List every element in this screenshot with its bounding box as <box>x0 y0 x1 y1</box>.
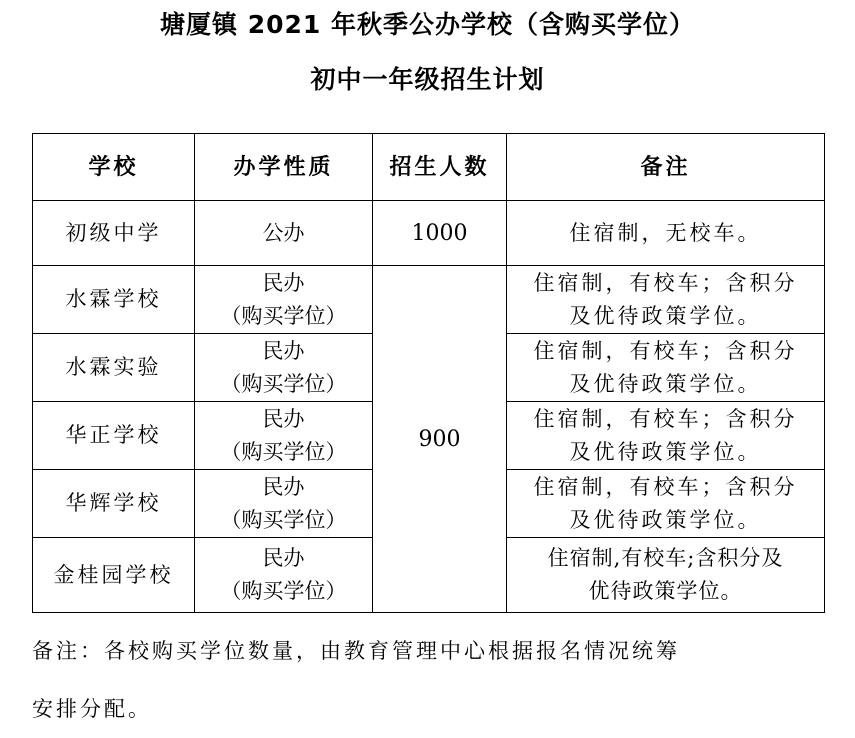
school-remarks <box>507 470 825 538</box>
school-name: 华正学校 <box>33 402 195 470</box>
footnote-line: 安排分配。 <box>32 697 152 721</box>
nature-type: 民办 <box>262 270 305 295</box>
remarks-line: 及优待政策学位。 <box>569 507 762 532</box>
nature-detail: （购买学位） <box>220 439 347 464</box>
remarks-line: 住宿制，有校车；含积分 <box>533 474 798 499</box>
nature-detail: （购买学位） <box>220 507 347 532</box>
nature-type: 民办 <box>262 406 305 431</box>
header-enrollment: 招生人数 <box>373 134 507 201</box>
remarks-line: 及优待政策学位。 <box>569 303 762 328</box>
school-name: 金桂园学校 <box>33 538 195 613</box>
school-nature <box>195 334 373 402</box>
remarks-line: 住宿制，无校车。 <box>569 220 762 245</box>
page-title: 塘厦镇 2021 年秋季公办学校（含购买学位） <box>160 10 695 39</box>
table-row <box>33 201 825 266</box>
remarks-line: 住宿制，有校车；含积分 <box>533 270 798 295</box>
school-nature <box>195 266 373 334</box>
enrollment-count-public: 1000 <box>373 201 507 266</box>
nature-detail: （购买学位） <box>220 371 347 396</box>
enrollment-plan-table <box>32 133 825 613</box>
footnote-line: 备注：各校购买学位数量，由教育管理中心根据报名情况统筹 <box>32 639 680 663</box>
remarks-line: 住宿制，有校车；含积分 <box>533 338 798 363</box>
remarks-line: 及优待政策学位。 <box>569 371 762 396</box>
remarks-line: 优待政策学位。 <box>588 579 743 603</box>
header-school: 学校 <box>33 134 195 201</box>
footnote <box>32 622 832 738</box>
nature-detail: （购买学位） <box>220 303 347 328</box>
school-remarks <box>507 538 825 613</box>
school-nature <box>195 470 373 538</box>
table-header-row <box>33 134 825 201</box>
school-remarks <box>507 266 825 334</box>
school-nature <box>195 402 373 470</box>
school-remarks <box>507 334 825 402</box>
school-name: 初级中学 <box>33 201 195 266</box>
school-remarks <box>507 402 825 470</box>
school-nature <box>195 538 373 613</box>
header-nature: 办学性质 <box>195 134 373 201</box>
nature-type: 公办 <box>262 220 305 245</box>
page-subtitle: 初中一年级招生计划 <box>310 65 545 94</box>
table-row <box>33 266 825 334</box>
school-name: 华辉学校 <box>33 470 195 538</box>
enrollment-count-private: 900 <box>373 266 507 613</box>
nature-type: 民办 <box>262 338 305 363</box>
nature-type: 民办 <box>262 474 305 499</box>
school-name: 水霖学校 <box>33 266 195 334</box>
school-name: 水霖实验 <box>33 334 195 402</box>
nature-detail: （购买学位） <box>220 579 347 603</box>
remarks-line: 及优待政策学位。 <box>569 439 762 464</box>
remarks-line: 住宿制,有校车;含积分及 <box>547 546 784 570</box>
school-nature <box>195 201 373 266</box>
header-remarks: 备注 <box>507 134 825 201</box>
remarks-line: 住宿制，有校车；含积分 <box>533 406 798 431</box>
nature-type: 民办 <box>262 546 305 570</box>
school-remarks <box>507 201 825 266</box>
